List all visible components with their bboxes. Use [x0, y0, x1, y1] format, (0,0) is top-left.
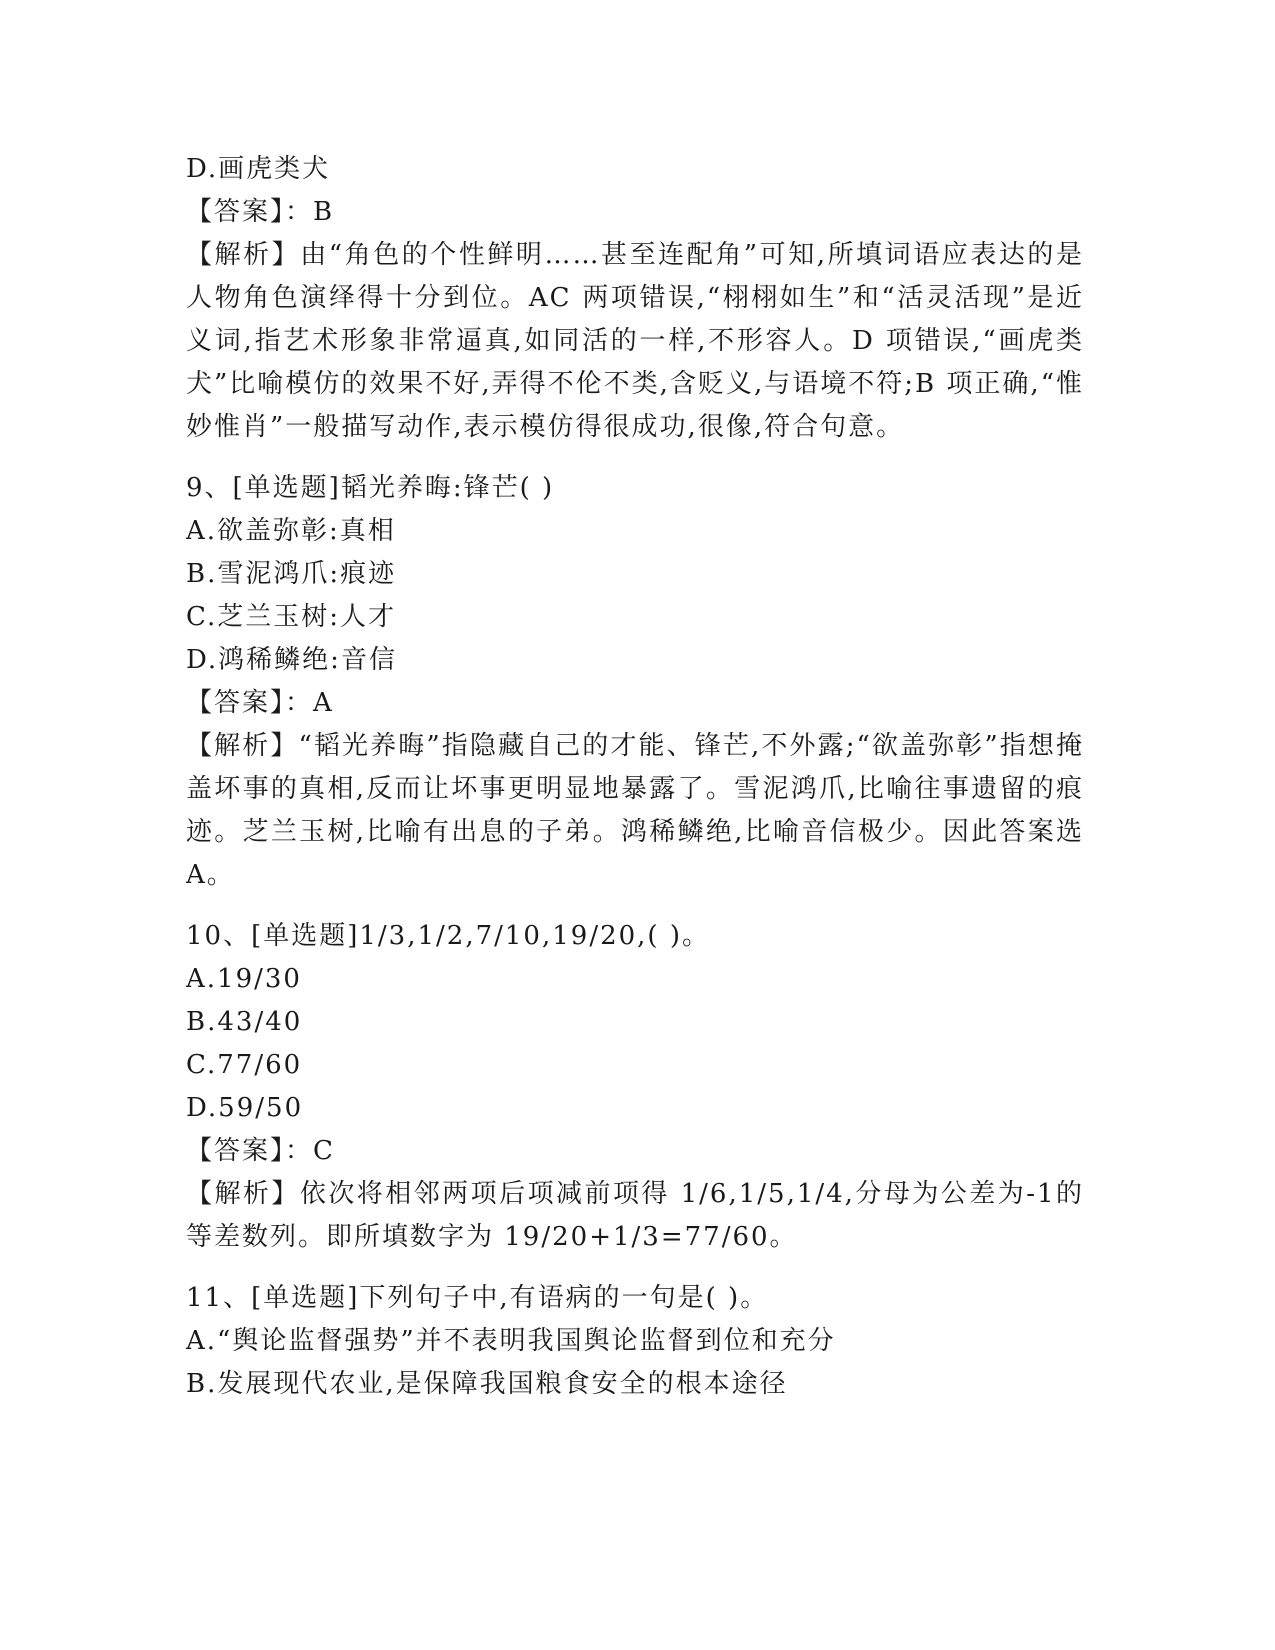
question-11: [186, 1277, 1086, 1406]
question-10: [186, 915, 1086, 1259]
analysis: 【解析】“韬光养晦”指隐藏自己的才能、锋芒,不外露;“欲盖弥彰”指想掩盖坏事的真相,反而让坏事更明显地暴露了。雪泥鸿爪,比喻往事遗留的痕迹。芝兰玉树,比喻有出息的子弟。鸿稀鳞绝,比喻音信极少。因此答案选 A。: [186, 731, 1084, 890]
option-d: D.鸿稀鳞绝:音信: [186, 645, 397, 675]
answer: 【答案】：C: [186, 1136, 335, 1166]
option-d: D.59/50: [186, 1093, 304, 1123]
analysis: 【解析】依次将相邻两项后项减前项得 1/6,1/5,1/4,分母为公差为-1的等差数列。即所填数字为 19/20+1/3=77/60。: [186, 1179, 1084, 1252]
question-9: [186, 467, 1086, 897]
option-b: B.发展现代农业,是保障我国粮食安全的根本途径: [186, 1369, 788, 1399]
option-b: B.雪泥鸿爪:痕迹: [186, 559, 397, 589]
option-b: B.43/40: [186, 1007, 303, 1037]
option-a: A.欲盖弥彰:真相: [186, 516, 396, 546]
option-a: A.“舆论监督强势”并不表明我国舆论监督到位和充分: [186, 1326, 836, 1356]
answer: 【答案】：A: [186, 688, 334, 718]
question-title: 9、[单选题]韬光养晦:锋芒( ): [186, 473, 555, 503]
option-a: A.19/30: [186, 964, 302, 994]
prev-analysis: 【解析】由“角色的个性鲜明……甚至连配角”可知,所填词语应表达的是人物角色演绎得十分到位。AC 两项错误,“栩栩如生”和“活灵活现”是近义词,指艺术形象非常逼真,如同活的一样,不形容人。D 项错误,“画虎类犬”比喻模仿的效果不好,弄得不伦不类,含贬义,与语境不符;B 项正确,“惟妙惟肖”一般描写动作,表示模仿得很成功,很像,符合句意。: [186, 240, 1084, 442]
option-c: C.77/60: [186, 1050, 303, 1080]
document-page: [186, 148, 1086, 1406]
question-title: 11、[单选题]下列句子中,有语病的一句是( )。: [186, 1283, 769, 1313]
prev-option-d: D.画虎类犬: [186, 154, 331, 184]
option-c: C.芝兰玉树:人才: [186, 602, 396, 632]
prev-answer: 【答案】：B: [186, 197, 335, 227]
question-title: 10、[单选题]1/3,1/2,7/10,19/20,( )。: [186, 921, 710, 951]
